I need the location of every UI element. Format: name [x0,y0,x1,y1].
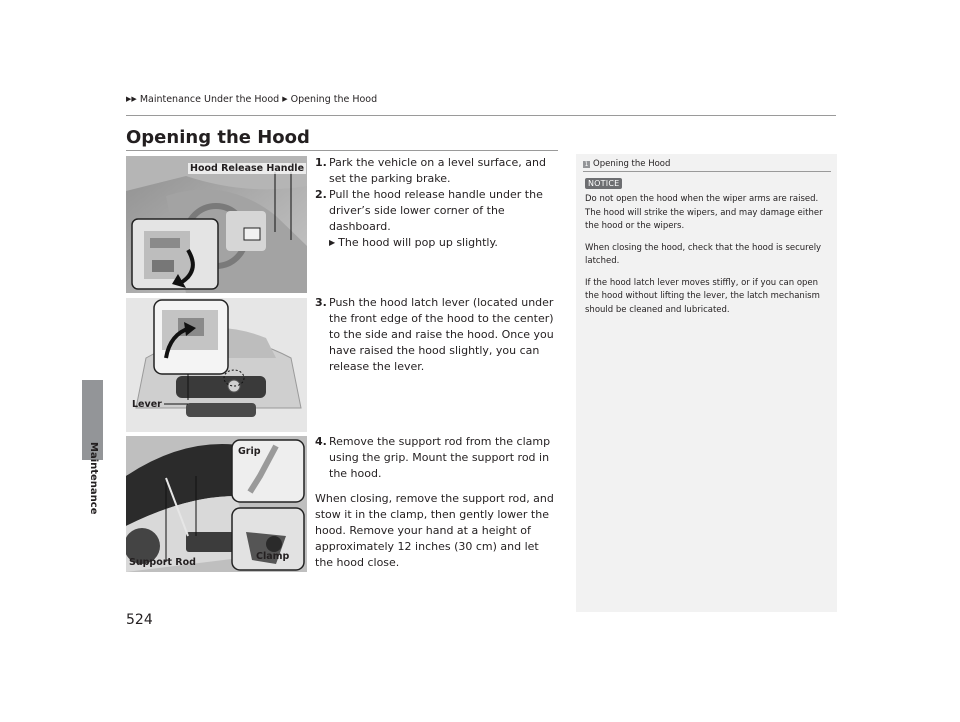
title-divider [126,150,558,151]
support-rod-label: Support Rod [129,557,196,568]
step-4: 4. Remove the support rod from the clamp using the grip. Mount the support rod in the hood. [315,435,551,480]
breadcrumb-arrow-icon: ▶▶ [126,95,137,103]
page-title: Opening the Hood [126,127,310,148]
steps-block-1 [315,155,560,252]
header-divider [126,115,836,116]
reference-marker-icon: 1 [584,161,589,168]
result-arrow-icon: ▶ [329,238,336,247]
hood-release-label: Hood Release Handle [190,163,305,174]
support-rod-figure [126,436,307,572]
chapter-tab-label: Maintenance [88,442,99,515]
lever-label: Lever [132,399,162,410]
breadcrumb-section[interactable]: Maintenance Under the Hood [139,94,280,105]
hood-release-figure [126,156,307,293]
step-2-result: ▶ The hood will pop up slightly. [329,236,498,249]
clamp-label: Clamp [256,551,290,562]
notes-body [585,193,825,325]
closing-instructions: When closing, remove the support rod, and stow it in the clamp, then gently lower the hood. Remove your hand at a height of approximately 12 inches (30 cm) and let the hood close. [315,492,554,569]
note-closing-check: When closing the hood, check that the hood is securely latched. [585,242,822,266]
grip-label: Grip [238,446,261,457]
breadcrumb [126,94,377,105]
breadcrumb-arrow-icon: ▶ [282,95,288,103]
note-latch-maintenance: If the hood latch lever moves stiffly, or if you can open the hood without lifting the lever, the latch mechanism should be cleaned and lubricated. [585,277,820,315]
breadcrumb-current: Opening the Hood [290,94,378,105]
notes-divider [583,171,831,172]
step-1: 1. Park the vehicle on a level surface, and set the parking brake. [315,156,546,185]
steps-block-2 [315,295,560,375]
page-number: 524 [126,612,153,628]
hood-lever-figure [126,298,307,432]
notes-panel [576,154,837,612]
step-2: 2. Pull the hood release handle under the driver’s side lower corner of the dashboard. [315,188,543,233]
notice-text-2: The hood will strike the wipers, and may damage either the hood or the wipers. [585,207,823,231]
step-3: 3. Push the hood latch lever (located under the front edge of the hood to the center) to the side and raise the hood. Once you have raised the hood slightly, you can release the lever. [315,296,554,373]
notice-badge: NOTICE [585,178,622,189]
notes-heading[interactable]: 1 Opening the Hood [584,159,671,169]
notice-text-1: Do not open the hood when the wiper arms are raised. [585,194,819,204]
steps-block-3 [315,434,560,571]
